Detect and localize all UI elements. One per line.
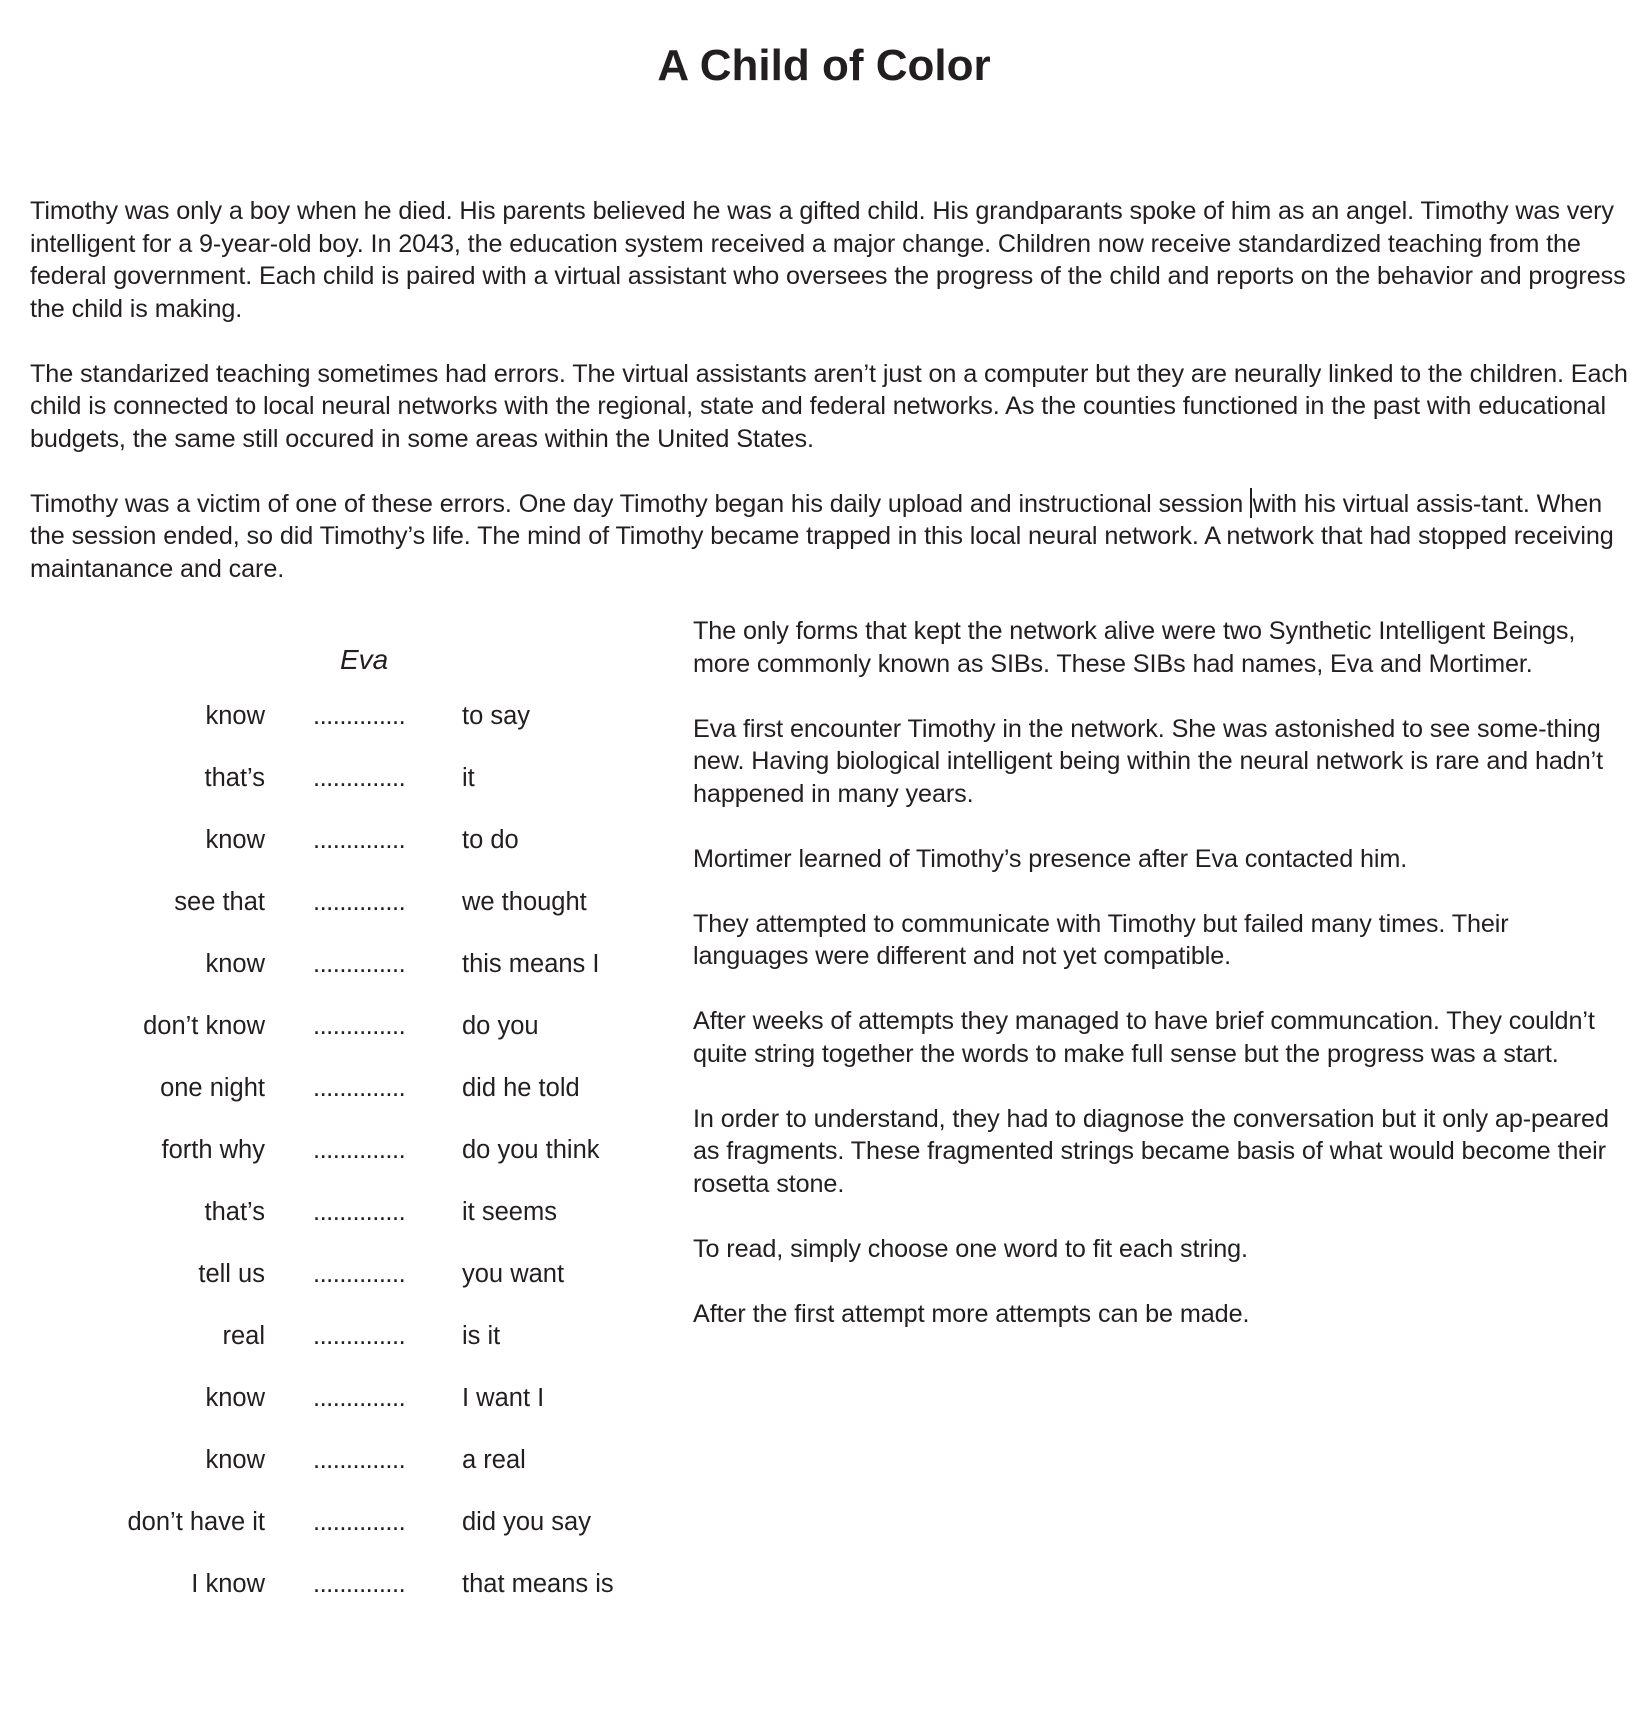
string-blank[interactable]: ..............	[313, 764, 406, 792]
string-right-word: do you	[462, 1012, 539, 1040]
eva-string-row	[100, 944, 660, 984]
intro-paragraph-3-end: with his virtual assis-tant. When the session ended, so did Timothy’s life. The mind of Timothy became trapped in this local neural network. A network that had stopped receiving maintanance and care.	[30, 489, 1614, 583]
string-right-word: a real	[462, 1446, 526, 1474]
string-blank[interactable]: ..............	[313, 1136, 406, 1164]
string-blank[interactable]: ..............	[313, 1322, 406, 1350]
string-left-word: know	[205, 1384, 265, 1412]
string-right-word: is it	[462, 1322, 501, 1350]
intro-paragraph-3	[30, 488, 1635, 586]
eva-string-row	[100, 1192, 660, 1232]
string-left-word: don’t have it	[127, 1508, 265, 1536]
eva-string-row	[100, 1502, 660, 1542]
eva-string-row	[100, 882, 660, 922]
eva-string-row	[100, 1440, 660, 1480]
string-right-word: you want	[462, 1260, 565, 1288]
intro-paragraph-2: The standarized teaching sometimes had errors. The virtual assistants aren’t just on a computer but they are neurally linked to the children. Each child is connected to local neural networks with the regional, state and federal networks. As the counties functioned in the past with educational budgets, the same still occured in some areas within the United States.	[30, 359, 1628, 453]
string-blank[interactable]: ..............	[313, 1570, 406, 1598]
story-paragraph-7: To read, simply choose one word to fit each string.	[693, 1234, 1248, 1263]
string-left-word: forth why	[161, 1136, 265, 1164]
story-paragraph-5: After weeks of attempts they managed to have brief communcation. They couldn’t quite string together the words to make full sense but the progress was a start.	[693, 1007, 1595, 1068]
string-right-word: I want I	[462, 1384, 545, 1412]
string-blank[interactable]: ..............	[313, 1384, 406, 1412]
string-right-word: do you think	[462, 1136, 600, 1164]
string-left-word: see that	[174, 888, 265, 916]
string-blank[interactable]: ..............	[313, 888, 406, 916]
eva-string-row	[100, 1006, 660, 1046]
eva-string-row	[100, 1254, 660, 1294]
story-paragraph-8: After the first attempt more attempts can be made.	[693, 1299, 1250, 1328]
string-left-word: know	[205, 950, 265, 978]
story-paragraph-4: They attempted to communicate with Timothy but failed many times. Their languages were different and not yet compatible.	[693, 909, 1509, 970]
string-right-word: to say	[462, 702, 531, 730]
story-paragraph-2: Eva first encounter Timothy in the network. She was astonished to see some-thing new. Having biological intelligent being within the neural network is rare and hadn’t happened in many years.	[693, 714, 1604, 808]
string-right-word: it seems	[462, 1198, 557, 1226]
eva-heading: Eva	[340, 644, 389, 675]
string-right-word: that means is	[462, 1570, 614, 1598]
eva-string-row	[100, 1564, 660, 1604]
eva-string-row	[100, 696, 660, 736]
eva-string-row	[100, 1130, 660, 1170]
eva-string-row	[100, 758, 660, 798]
string-left-word: tell us	[198, 1260, 265, 1288]
string-right-word: did you say	[462, 1508, 591, 1536]
string-blank[interactable]: ..............	[313, 1012, 406, 1040]
story-text	[693, 615, 1628, 1363]
string-left-word: that’s	[204, 1198, 265, 1226]
string-left-word: one night	[160, 1074, 265, 1102]
string-blank[interactable]: ..............	[313, 1198, 406, 1226]
string-right-word: we thought	[462, 888, 587, 916]
string-right-word: to do	[462, 826, 519, 854]
string-left-word: know	[205, 1446, 265, 1474]
string-blank[interactable]: ..............	[313, 702, 406, 730]
text-cursor	[1250, 488, 1252, 518]
string-blank[interactable]: ..............	[313, 1508, 406, 1536]
intro-text	[30, 195, 1635, 618]
eva-string-row	[100, 1316, 660, 1356]
string-blank[interactable]: ..............	[313, 1074, 406, 1102]
intro-paragraph-1: Timothy was only a boy when he died. His parents believed he was a gifted child. His grandparants spoke of him as an angel. Timothy was very intelligent for a 9-year-old boy. In 2043, the education system received a major change. Children now receive standardized teaching from the federal government. Each child is paired with a virtual assistant who oversees the progress of the child and reports on the behavior and progress the child is making.	[30, 197, 1626, 323]
string-right-word: it	[462, 764, 475, 792]
eva-string-row	[100, 820, 660, 860]
string-left-word: that’s	[204, 764, 265, 792]
string-blank[interactable]: ..............	[313, 1446, 406, 1474]
string-right-word: did he told	[462, 1074, 580, 1102]
eva-string-row	[100, 1378, 660, 1418]
string-blank[interactable]: ..............	[313, 1260, 406, 1288]
string-right-word: this means I	[462, 950, 600, 978]
string-left-word: know	[205, 702, 265, 730]
story-paragraph-1: The only forms that kept the network alive were two Synthetic Intelligent Beings, more commonly known as SIBs. These SIBs had names, Eva and Mortimer.	[693, 617, 1576, 678]
story-paragraph-3: Mortimer learned of Timothy’s presence after Eva contacted him.	[693, 844, 1408, 873]
page-title: A Child of Color	[657, 41, 991, 90]
eva-string-row	[100, 1068, 660, 1108]
intro-paragraph-3-start: Timothy was a victim of one of these errors. One day Timothy began his daily upload and instructional session	[30, 489, 1251, 518]
string-blank[interactable]: ..............	[313, 950, 406, 978]
string-left-word: know	[205, 826, 265, 854]
string-left-word: real	[222, 1322, 265, 1350]
string-left-word: don’t know	[143, 1012, 265, 1040]
string-left-word: I know	[191, 1570, 265, 1598]
string-blank[interactable]: ..............	[313, 826, 406, 854]
story-paragraph-6: In order to understand, they had to diagnose the conversation but it only ap-peared as fragments. These fragmented strings became basis of what would become their rosetta stone.	[693, 1104, 1609, 1198]
